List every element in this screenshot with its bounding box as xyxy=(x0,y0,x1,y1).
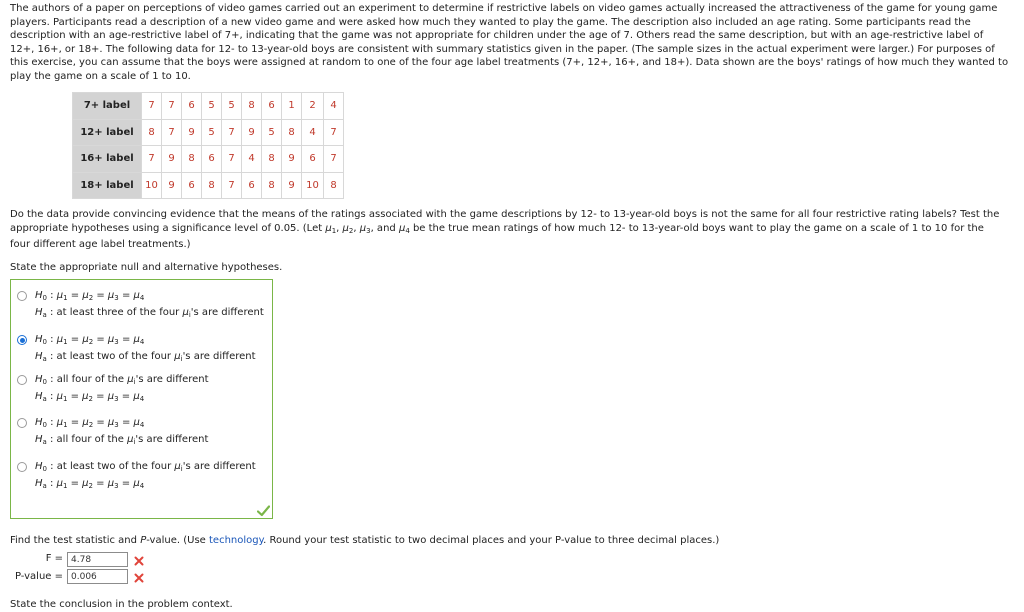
table-row xyxy=(73,146,344,173)
table-cell: 10 xyxy=(142,172,162,199)
radio-button[interactable] xyxy=(17,418,27,428)
table-cell: 8 xyxy=(324,172,344,199)
row-label: 12+ label xyxy=(73,119,142,146)
table-cell: 9 xyxy=(282,146,302,173)
null-hypothesis: $H_0$ : $\mu_1 = \mu_2 = \mu_3 = \mu_4$ xyxy=(35,417,145,429)
row-label: 18+ label xyxy=(73,172,142,199)
table-cell: 2 xyxy=(302,93,324,120)
table-cell: 8 xyxy=(202,172,222,199)
table-cell: 9 xyxy=(282,172,302,199)
table-cell: 8 xyxy=(242,93,262,120)
problem-intro: The authors of a paper on perceptions of video games carried out an experiment to determine if restrictive labels on video games actually increased the attractiveness of the game for young game players. Participants read a description of a new video game and were asked how much they wanted to play the game. The description also included an age rating. Some participants read the description with an age-restrictive label of 7+, indicating that the game was not appropriate for children under the age of 7. Others read the same description, but with an age-restrictive label of 12+, 16+, or 18+. The following data for 12- to 13-year-old boys are consistent with summary statistics given in the paper. (The sample sizes in the actual experiment were larger.) For purposes of this exercise, you can assume that the boys were assigned at random to one of the four age label treatments (7+, 12+, 16+, and 18+). Data shown are the boys' ratings of how much they wanted to play the game on a scale of 1 to 10. xyxy=(10,3,1009,82)
table-row xyxy=(73,119,344,146)
table-cell: 9 xyxy=(162,172,182,199)
alternative-hypothesis: $H_a$ : all four of the $\mu_i's$ are different xyxy=(35,434,209,446)
question-text: Do the data provide convincing evidence that the means of the ratings associated with the game descriptions by 12- to 13-year-old boys is not the same for all four restrictive rating labels? Test the appropriate hypotheses using a significance level of 0.05. (Let $\mu_1$, $\mu_2$, $\mu_3$, and $\mu_4$ be the true mean ratings of how much 12- to 13-year-old boys want to play the game on a scale of 1 to 10 for the four different age label treatments.) xyxy=(10,209,1000,250)
table-cell: 7 xyxy=(222,119,242,146)
f-label: F = xyxy=(45,553,63,564)
technology-link[interactable]: technology xyxy=(209,535,264,546)
table-row xyxy=(73,93,344,120)
table-cell: 7 xyxy=(222,146,242,173)
table-cell: 7 xyxy=(222,172,242,199)
table-cell: 6 xyxy=(242,172,262,199)
table-cell: 7 xyxy=(324,146,344,173)
conclusion-prompt: State the conclusion in the problem context. xyxy=(10,599,233,610)
table-cell: 9 xyxy=(162,146,182,173)
alternative-hypothesis: $H_a$ : $\mu_1 = \mu_2 = \mu_3 = \mu_4$ xyxy=(35,478,145,490)
null-hypothesis: $H_0$ : $\mu_1 = \mu_2 = \mu_3 = \mu_4$ xyxy=(35,290,145,302)
table-cell: 7 xyxy=(162,119,182,146)
table-cell: 7 xyxy=(324,119,344,146)
radio-button[interactable] xyxy=(17,375,27,385)
table-cell: 7 xyxy=(142,146,162,173)
row-label: 7+ label xyxy=(73,93,142,120)
table-cell: 8 xyxy=(282,119,302,146)
table-cell: 8 xyxy=(142,119,162,146)
f-statistic-input[interactable] xyxy=(67,552,128,567)
table-cell: 4 xyxy=(242,146,262,173)
table-cell: 6 xyxy=(202,146,222,173)
hypotheses-options xyxy=(10,279,273,519)
table-cell: 7 xyxy=(162,93,182,120)
null-hypothesis: $H_0$ : at least two of the four $\mu_i's$ are different xyxy=(35,461,256,473)
alternative-hypothesis: $H_a$ : at least two of the four $\mu_i's$ are different xyxy=(35,351,256,363)
alternative-hypothesis: $H_a$ : $\mu_1 = \mu_2 = \mu_3 = \mu_4$ xyxy=(35,391,145,403)
table-cell: 1 xyxy=(282,93,302,120)
table-cell: 8 xyxy=(262,172,282,199)
null-hypothesis: $H_0$ : $\mu_1 = \mu_2 = \mu_3 = \mu_4$ xyxy=(35,334,145,346)
table-cell: 5 xyxy=(202,93,222,120)
ratings-table xyxy=(72,92,344,199)
find-prompt: Find the test statistic and P-value. (Use technology. Round your test statistic to two decimal places and your P-value to three decimal places.) xyxy=(10,535,720,546)
radio-button[interactable] xyxy=(17,335,27,345)
row-label: 16+ label xyxy=(73,146,142,173)
table-cell: 5 xyxy=(202,119,222,146)
radio-button[interactable] xyxy=(17,462,27,472)
incorrect-icon xyxy=(134,573,144,583)
incorrect-icon xyxy=(134,556,144,566)
table-cell: 7 xyxy=(142,93,162,120)
null-hypothesis: $H_0$ : all four of the $\mu_i's$ are different xyxy=(35,374,209,386)
p-value-input[interactable] xyxy=(67,569,128,584)
table-cell: 5 xyxy=(262,119,282,146)
table-cell: 4 xyxy=(324,93,344,120)
state-hypotheses-prompt: State the appropriate null and alternative hypotheses. xyxy=(10,262,283,273)
table-cell: 9 xyxy=(242,119,262,146)
table-cell: 10 xyxy=(302,172,324,199)
table-cell: 6 xyxy=(262,93,282,120)
table-cell: 4 xyxy=(302,119,324,146)
table-cell: 9 xyxy=(182,119,202,146)
radio-button[interactable] xyxy=(17,291,27,301)
table-cell: 8 xyxy=(182,146,202,173)
table-cell: 6 xyxy=(182,172,202,199)
table-cell: 5 xyxy=(222,93,242,120)
p-value-label: P-value = xyxy=(14,571,63,582)
table-cell: 8 xyxy=(262,146,282,173)
table-cell: 6 xyxy=(302,146,324,173)
check-icon xyxy=(257,505,270,517)
alternative-hypothesis: $H_a$ : at least three of the four $\mu_i's$ are different xyxy=(35,307,264,319)
table-cell: 6 xyxy=(182,93,202,120)
table-row xyxy=(73,172,344,199)
